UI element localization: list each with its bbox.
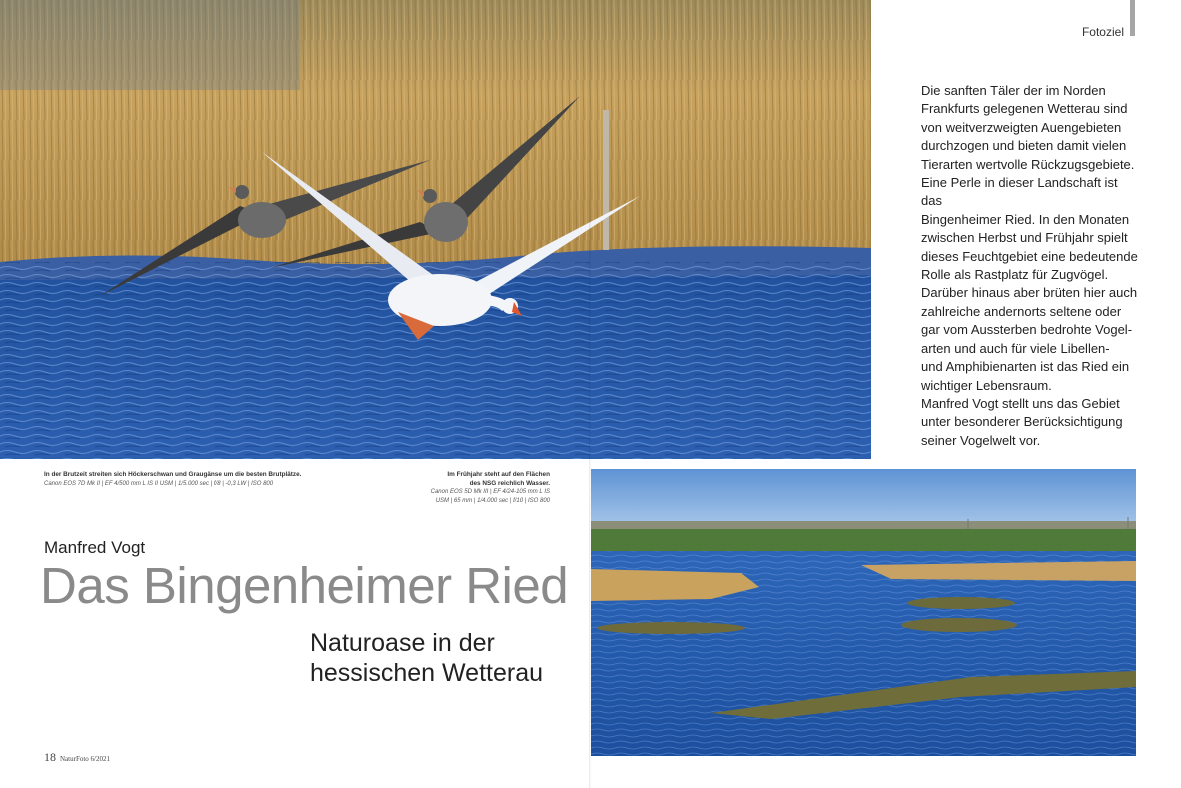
intro-line: seiner Vogelwelt vor. xyxy=(921,432,1041,448)
intro-line: durchzogen und bieten damit vielen xyxy=(921,138,1127,154)
intro-text xyxy=(921,82,1141,450)
intro-line: Die sanften Täler der im Norden xyxy=(921,83,1106,98)
caption-title-line: des NSG reichlich Wasser. xyxy=(469,479,550,487)
caption-camera-data: Canon EOS 7D Mk II | EF 4/500 mm L IS II USM | 1/5.000 sec | f/8 | -0,3 LW | ISO 800 xyxy=(44,480,274,487)
main-photo-illustration xyxy=(0,0,871,459)
intro-line: Darüber hinaus aber brüten hier auch xyxy=(921,285,1138,301)
intro-line: Rolle als Rastplatz für Zugvögel. xyxy=(921,267,1109,283)
caption-title: In der Brutzeit streiten sich Höckerschwan und Graugänse um die besten Brutplätze. xyxy=(44,471,302,478)
article-title: Das Bingenheimer Ried xyxy=(40,557,569,614)
intro-line: gar vom Aussterben bedrohte Vogel- xyxy=(921,322,1133,338)
caption-second-photo xyxy=(390,471,550,505)
second-photo-wetland xyxy=(591,469,1136,756)
page-folio xyxy=(44,748,110,766)
article-author: Manfred Vogt xyxy=(44,538,146,557)
intro-line: unter besonderer Berücksichtigung xyxy=(921,414,1123,430)
page-number: 18 xyxy=(44,750,56,764)
intro-line: zwischen Herbst und Frühjahr spielt xyxy=(921,230,1128,246)
magazine-issue: NaturFoto 6/2021 xyxy=(60,755,110,763)
intro-line: Manfred Vogt stellt uns das Gebiet xyxy=(921,395,1120,411)
intro-line: Eine Perle in dieser Landschaft ist das xyxy=(921,175,1118,209)
caption-title-line: Im Frühjahr steht auf den Flächen xyxy=(447,471,550,478)
main-photo-swan-geese xyxy=(0,0,871,459)
section-marker xyxy=(1130,0,1135,36)
intro-line: und Amphibienarten ist das Ried ein xyxy=(921,359,1130,375)
intro-line: arten und auch für viele Libellen- xyxy=(921,340,1110,356)
second-photo-illustration xyxy=(591,469,1136,756)
intro-line: von weitverzweigten Auengebieten xyxy=(921,119,1122,135)
intro-line: dieses Feuchtgebiet eine bedeutende xyxy=(921,248,1138,264)
intro-line: Frankfurts gelegenen Wetterau sind xyxy=(921,101,1128,117)
intro-line: wichtiger Lebensraum. xyxy=(921,377,1052,393)
caption-main-photo xyxy=(44,471,364,488)
caption-camera-data-line: Canon EOS 5D Mk III | EF 4/24-105 mm L IS xyxy=(430,489,550,495)
intro-line: zahlreiche andernorts seltene oder xyxy=(921,303,1122,319)
article-subtitle xyxy=(310,628,550,688)
intro-line: Bingenheimer Ried. In den Monaten xyxy=(921,211,1130,227)
caption-camera-data-line: USM | 65 mm | 1/4.000 sec | f/10 | ISO 800 xyxy=(435,497,550,504)
section-label: Fotoziel xyxy=(1081,25,1124,39)
subtitle-line: hessischen Wetterau xyxy=(310,659,543,687)
subtitle-line: Naturoase in der xyxy=(310,629,495,657)
intro-line: Tierarten wertvolle Rückzugsgebiete. xyxy=(921,156,1135,172)
